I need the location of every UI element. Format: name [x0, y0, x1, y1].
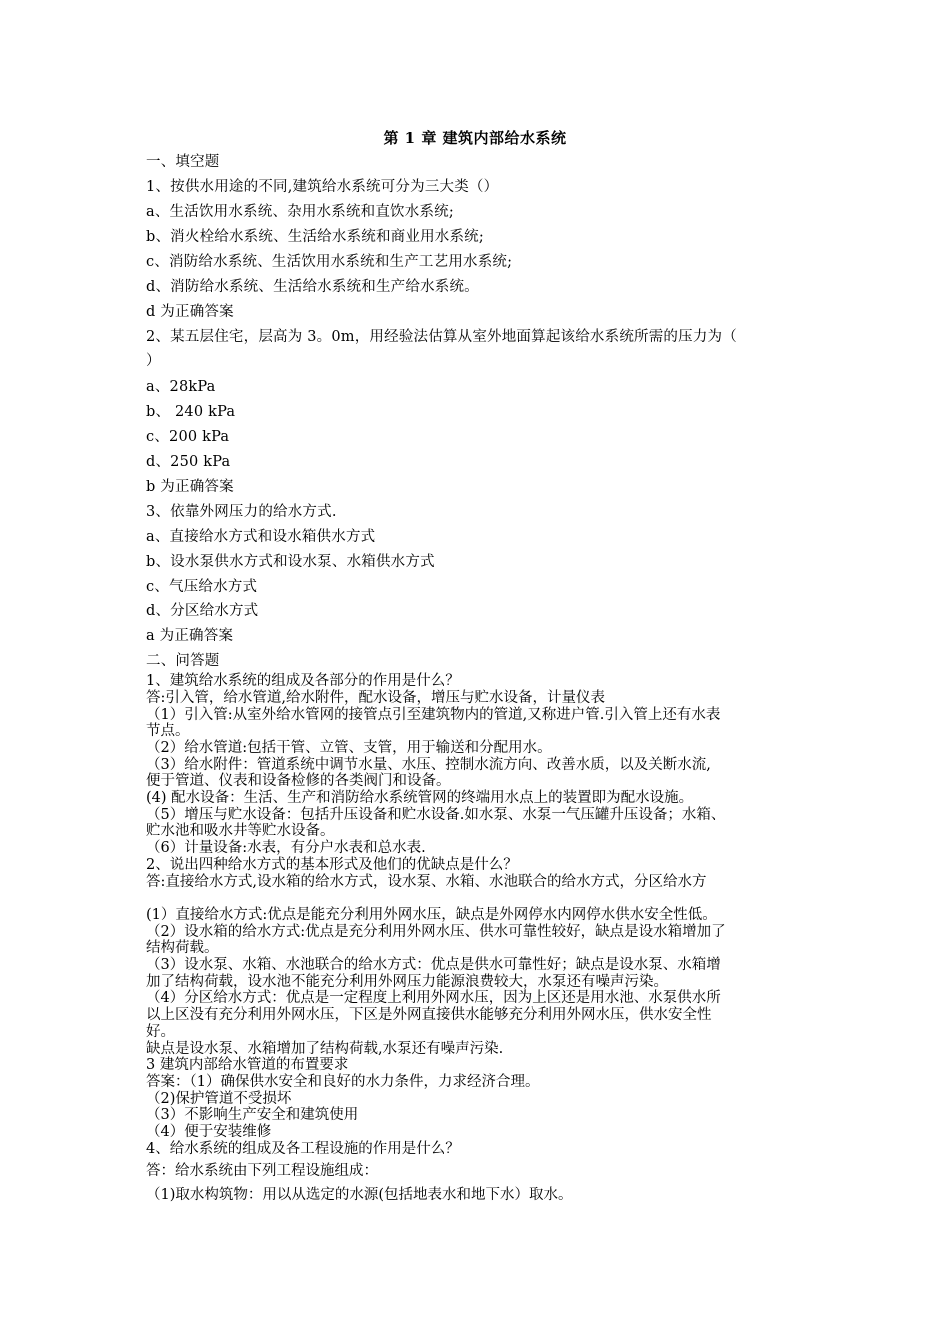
qa-answer-line: 答：给水系统由下列工程设施组成： [146, 1163, 378, 1179]
question-3: 3、依靠外网压力的给水方式. [146, 504, 337, 520]
qa-answer-line: （3）给水附件：管道系统中调节水量、水压、控制水流方向、改善水质，以及关断水流, [146, 757, 711, 773]
qa-question-1: 1、建筑给水系统的组成及各部分的作用是什么？ [146, 673, 460, 689]
qa-answer-line: （4）分区给水方式：优点是一定程度上利用外网水压，因为上区还是用水池、水泵供水所 [146, 990, 721, 1006]
option-b: b、消火栓给水系统、生活给水系统和商业用水系统; [146, 229, 484, 245]
option-b: b、 240 kPa [146, 404, 236, 420]
qa-question-3: 3 建筑内部给水管道的布置要求 [146, 1057, 349, 1073]
answer-2: b 为正确答案 [146, 479, 234, 495]
qa-answer-line: (4) 配水设备：生活、生产和消防给水系统管网的终端用水点上的装置即为配水设施。 [146, 790, 694, 806]
qa-answer-line: （2）给水管道:包括干管、立管、支管，用于输送和分配用水。 [146, 740, 552, 756]
question-2: 2、某五层住宅，层高为 3。0m，用经验法估算从室外地面算起该给水系统所需的压力为（ [146, 329, 737, 345]
section-heading-qa: 二、问答题 [146, 653, 220, 669]
option-c: c、200 kPa [146, 429, 230, 445]
section-heading-fill-blank: 一、填空题 [146, 154, 220, 170]
answer-3: a 为正确答案 [146, 628, 234, 644]
question-1: 1、按供水用途的不同,建筑给水系统可分为三大类（） [146, 179, 499, 195]
option-b: b、设水泵供水方式和设水泵、水箱供水方式 [146, 554, 435, 570]
qa-answer-line: （1)取水构筑物：用以从选定的水源(包括地表水和地下水）取水。 [146, 1187, 573, 1203]
qa-answer-line: 便于管道、仪表和设备检修的各类阀门和设备。 [146, 773, 451, 789]
qa-answer-line: 答:引入管，给水管道,给水附件，配水设备，增压与贮水设备，计量仪表 [146, 690, 605, 706]
qa-answer-line: 缺点是设水泵、水箱增加了结构荷载,水泵还有噪声污染. [146, 1041, 504, 1057]
qa-answer-line: 好。 [146, 1024, 175, 1040]
answer-1: d 为正确答案 [146, 304, 234, 320]
question-2-cont: ） [146, 353, 161, 369]
qa-answer-line: 以上区没有充分利用外网水压，下区是外网直接供水能够充分利用外网水压，供水安全性 [146, 1007, 712, 1023]
option-c: c、消防给水系统、生活饮用水系统和生产工艺用水系统; [146, 254, 513, 270]
qa-question-2: 2、说出四种给水方式的基本形式及他们的优缺点是什么？ [146, 857, 518, 873]
qa-answer-line: 贮水池和吸水井等贮水设备。 [146, 823, 335, 839]
option-d: d、消防给水系统、生活给水系统和生产给水系统。 [146, 279, 479, 295]
qa-answer-line: （1）引入管:从室外给水管网的接管点引至建筑物内的管道,又称进户管.引入管上还有水表 [146, 707, 721, 723]
qa-answer-line: （6）计量设备:水表，有分户水表和总水表. [146, 840, 426, 856]
qa-answer-line: （3）设水泵、水箱、水池联合的给水方式：优点是供水可靠性好；缺点是设水泵、水箱增 [146, 957, 721, 973]
qa-answer-line: 节点。 [146, 723, 190, 739]
qa-answer-line: 答:直接给水方式,设水箱的给水方式，设水泵、水箱、水池联合的给水方式，分区给水方 [146, 874, 707, 890]
qa-answer-line: （2）设水箱的给水方式:优点是充分利用外网水压、供水可靠性较好，缺点是设水箱增加了 [146, 924, 726, 940]
qa-answer-line: （3）不影响生产安全和建筑使用 [146, 1107, 359, 1123]
qa-answer-line: （2)保护管道不受损坏 [146, 1091, 292, 1107]
qa-answer-line: (1）直接给水方式:优点是能充分利用外网水压，缺点是外网停水内网停水供水安全性低。 [146, 907, 717, 923]
option-a: a、28kPa [146, 379, 216, 395]
option-a: a、直接给水方式和设水箱供水方式 [146, 529, 376, 545]
qa-answer-line: （5）增压与贮水设备：包括升压设备和贮水设备.如水泵、水泵一气压罐升压设备；水箱、 [146, 807, 726, 823]
chapter-title: 第 1 章 建筑内部给水系统 [383, 129, 567, 147]
qa-answer-line: 结构荷载。 [146, 940, 219, 956]
qa-answer-line: 答案：（1）确保供水安全和良好的水力条件，力求经济合理。 [146, 1074, 540, 1090]
qa-answer-line: （4）便于安装维修 [146, 1124, 272, 1140]
option-d: d、分区给水方式 [146, 603, 259, 619]
option-a: a、生活饮用水系统、杂用水系统和直饮水系统; [146, 204, 454, 220]
qa-question-4: 4、给水系统的组成及各工程设施的作用是什么？ [146, 1141, 460, 1157]
qa-answer-line: 加了结构荷载，设水池不能充分利用外网压力能源浪费较大，水泵还有噪声污染。 [146, 974, 668, 990]
option-c: c、气压给水方式 [146, 579, 258, 595]
option-d: d、250 kPa [146, 454, 231, 470]
